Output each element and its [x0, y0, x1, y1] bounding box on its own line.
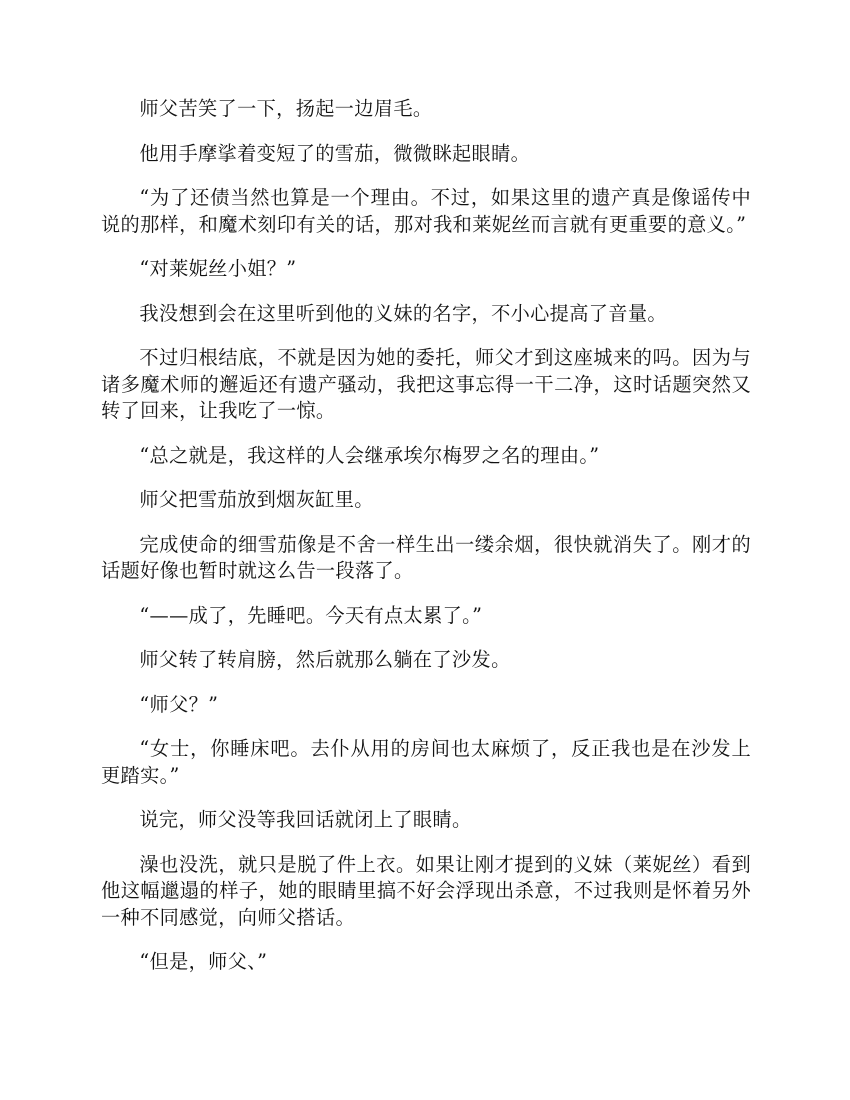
paragraph: 不过归根结底，不就是因为她的委托，师父才到这座城来的吗。因为与诸多魔术师的邂逅还有遗产骚动，我把这事忘得一干二净，这时话题突然又转了回来，让我吃了一惊。 [101, 346, 751, 422]
paragraph: 师父把雪茄放到烟灰缸里。 [139, 488, 374, 511]
paragraph: 师父转了转肩膀，然后就那么躺在了沙发。 [139, 648, 511, 671]
paragraph: 他用手摩挲着变短了的雪茄，微微眯起眼睛。 [139, 141, 531, 165]
paragraph: “女士，你睡床吧。去仆从用的房间也太麻烦了，反正我也是在沙发上更踏实。” [101, 737, 751, 787]
document-page [101, 96, 751, 994]
paragraph: “但是，师父、” [139, 950, 268, 973]
paragraph: 我没想到会在这里听到他的义妹的名字，不小心提高了音量。 [139, 301, 667, 325]
paragraph: 师父苦笑了一下，扬起一边眉毛。 [139, 97, 433, 120]
paragraph: “为了还债当然也算是一个理由。不过，如果这里的遗产真是像谣传中说的那样，和魔术刻印有关的话，那对我和莱妮丝而言就有更重要的意义。” [101, 186, 751, 236]
paragraph: “——成了，先睡吧。今天有点太累了。” [139, 603, 483, 627]
paragraph: “师父？” [139, 692, 219, 716]
paragraph: 完成使命的细雪茄像是不舍一样生出一缕余烟，很快就消失了。刚才的话题好像也暂时就这么告一段落了。 [101, 532, 751, 582]
paragraph: 澡也没洗，就只是脱了件上衣。如果让刚才提到的义妹（莱妮丝）看到他这幅邋遢的样子，她的眼睛里搞不好会浮现出杀意，不过我则是怀着另外一种不同感觉，向师父搭话。 [101, 852, 751, 929]
paragraph: “对莱妮丝小姐？” [139, 257, 297, 280]
paragraph: “总之就是，我这样的人会继承埃尔梅罗之名的理由。” [139, 443, 600, 467]
paragraph: 说完，师父没等我回话就闭上了眼睛。 [139, 808, 472, 831]
